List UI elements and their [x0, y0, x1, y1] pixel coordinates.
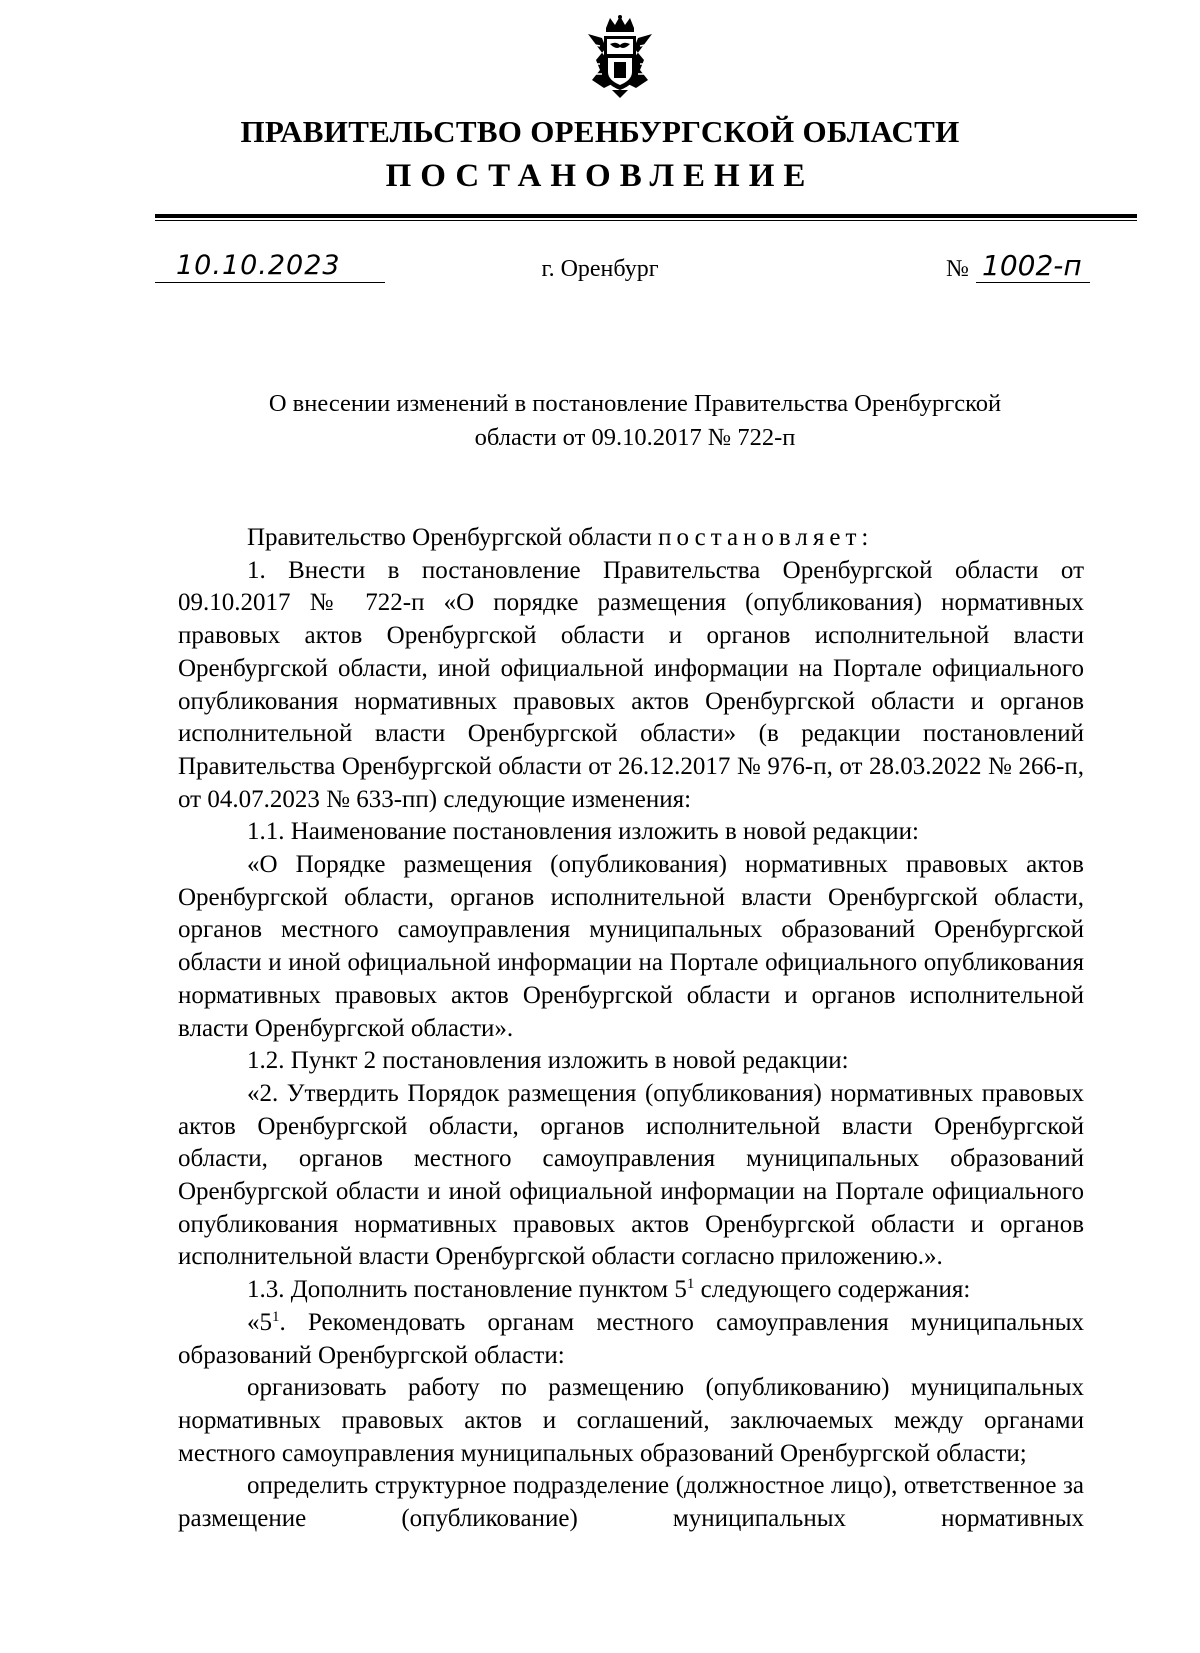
paragraph-1-2: 1.2. Пункт 2 постановления изложить в новой редакции: — [247, 1047, 849, 1075]
paragraph-1-1: 1.1. Наименование постановления изложить в новой редакции: — [247, 818, 919, 846]
number-sign: № — [946, 256, 969, 282]
preamble — [178, 522, 1084, 555]
document-city: г. Оренбург — [541, 256, 659, 282]
preamble-verb: постановляет — [658, 524, 862, 551]
paragraph-1: 1. Внести в постановление Правительства Оренбургской области от 09.10.2017 № 722-п «О порядке размещения (опубликования) нормативных правовых актов Оренбургской области и органов исполнительной власти Оренбургской области, иной официальной информации на Портале официального опубликования нормативных правовых актов Оренбургской области и органов исполнительной власти Оренбургской области» (в редакции постановлений Правительства Оренбургской области от 26.12.2017 № 976-п, от 28.03.2022 № 266-п, от 04.07.2023 № 633-пп) следующие изменения: — [178, 556, 1084, 813]
coat-of-arms-icon — [582, 14, 658, 98]
preamble-start: Правительство Оренбургской области — [247, 524, 659, 551]
number-underline — [976, 282, 1090, 283]
paragraph-5-1-start: «5 — [247, 1308, 272, 1336]
organization-title: ПРАВИТЕЛЬСТВО ОРЕНБУРГСКОЙ ОБЛАСТИ — [240, 114, 960, 149]
subject-line-1: О внесении изменений в постановление Правительства Оренбургской — [268, 390, 1002, 417]
superscript-1: 1 — [686, 1276, 695, 1293]
document-type-title: ПОСТАНОВЛЕНИЕ — [385, 158, 815, 194]
subject-line-2: области от 09.10.2017 № 722-п — [474, 424, 796, 451]
paragraph-5-1 — [178, 1307, 1084, 1372]
paragraph-define: определить структурное подразделение (должностное лицо), ответственное за размещение (опубликование) муниципальных нормативных — [178, 1472, 1084, 1533]
preamble-end: : — [861, 524, 869, 551]
document-date: 10.10.2023 — [176, 250, 341, 281]
paragraph-5-1-end: . Рекомендовать органам местного самоуправления муниципальных образований Оренбургской области: — [178, 1308, 1084, 1369]
paragraph-organize: организовать работу по размещению (опубликованию) муниципальных нормативных правовых актов и соглашений, заключаемых между органами местного самоуправления муниципальных образований Оренбургской области; — [178, 1374, 1084, 1467]
paragraph-1-3 — [178, 1274, 1084, 1307]
superscript-1: 1 — [272, 1308, 280, 1325]
paragraph-1-3-start: 1.3. Дополнить постановление пунктом 5 — [247, 1276, 687, 1304]
document-number: 1002-п — [982, 249, 1082, 282]
document-subject — [170, 387, 1100, 455]
paragraph-1-1-quote: «О Порядке размещения (опубликования) нормативных правовых актов Оренбургской области, органов исполнительной власти Оренбургской области, органов местного самоуправления муниципальных образований Оренбургской области и иной официальной информации на Портале официального опубликования нормативных правовых актов Оренбургской области и органов исполнительной власти Оренбургской области». — [178, 851, 1084, 1042]
paragraph-1-2-quote: «2. Утвердить Порядок размещения (опубликования) нормативных правовых актов Оренбургской области, органов исполнительной власти Оренбургской области, органов местного самоуправления муниципальных образований Оренбургской области и иной официальной информации на Портале официального опубликования нормативных правовых актов Оренбургской области и органов исполнительной власти Оренбургской области согласно приложению.». — [178, 1079, 1084, 1271]
paragraph-1-3-end: следующего содержания: — [694, 1276, 971, 1304]
document-body — [178, 522, 1084, 1536]
header-divider-thin — [155, 220, 1137, 221]
header-divider-thick — [155, 214, 1137, 218]
